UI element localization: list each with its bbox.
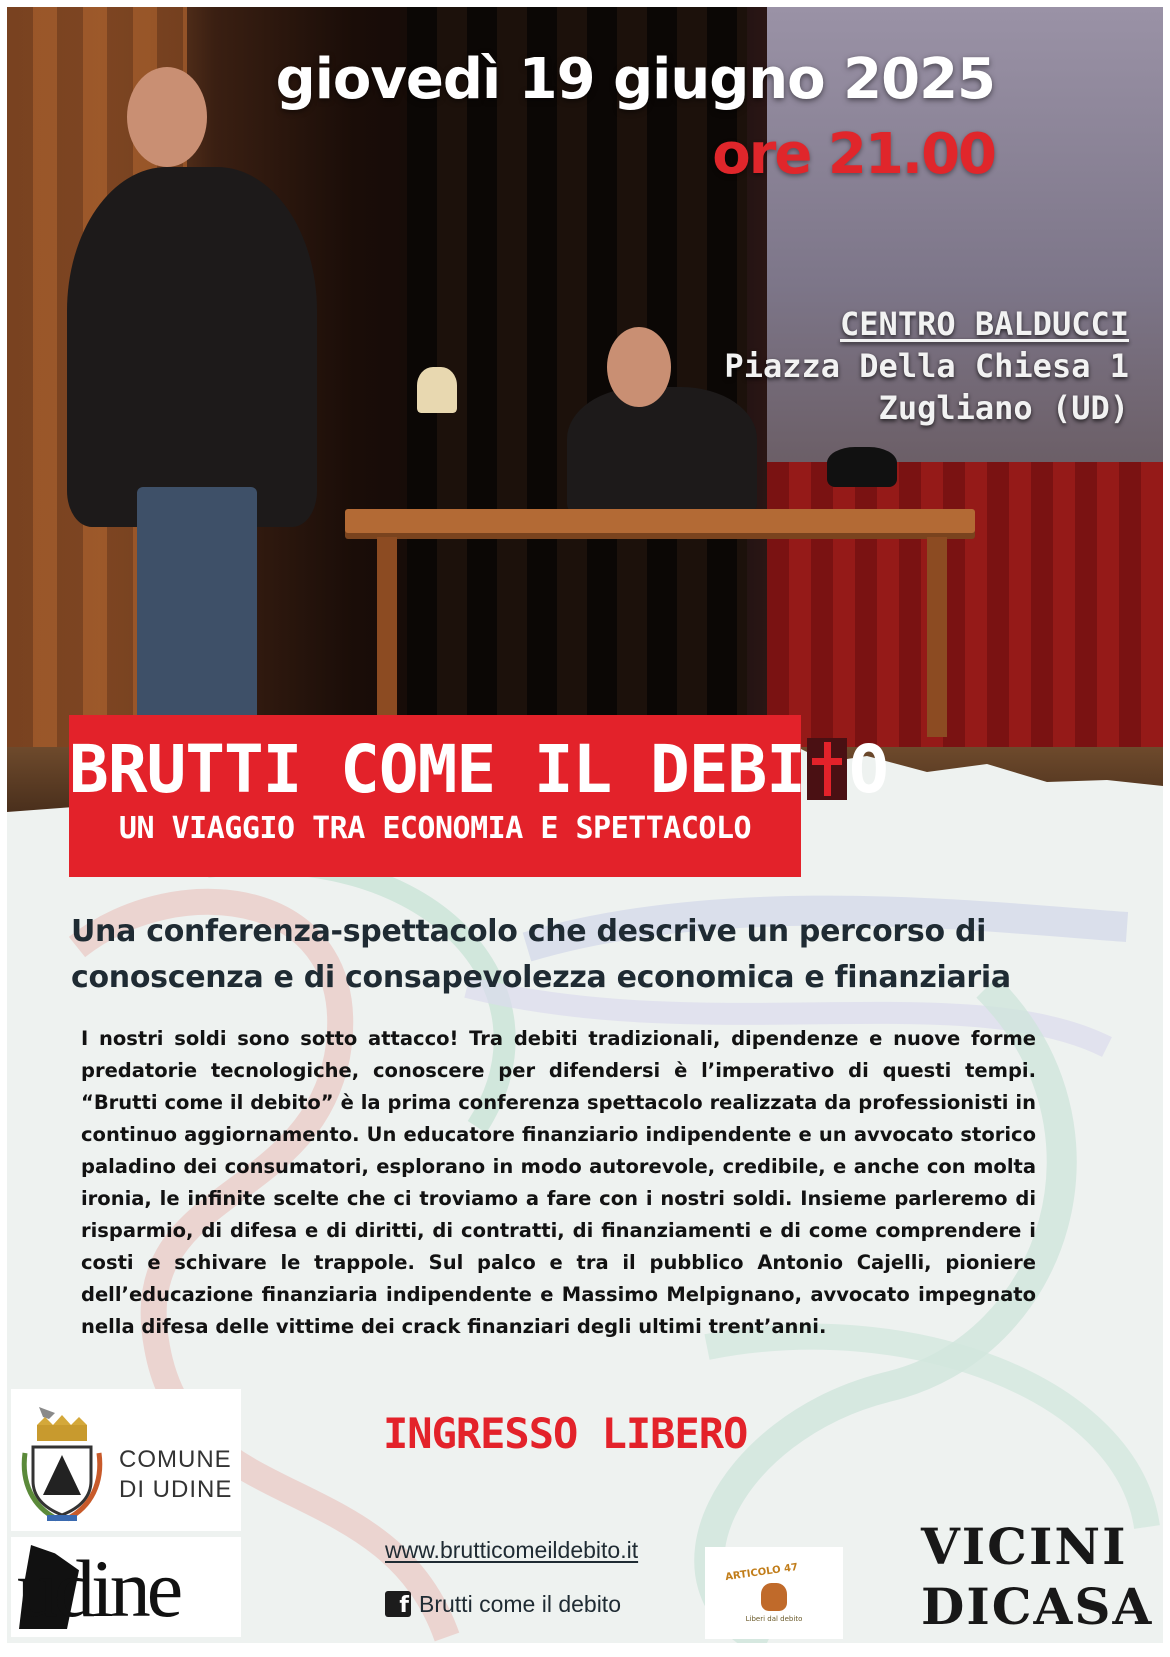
- seated-speaker-head: [607, 327, 671, 407]
- lamp-icon: [417, 367, 457, 413]
- articolo-title: ARTICOLO 47: [724, 1561, 799, 1584]
- vicini-line-2: DICASA: [921, 1577, 1154, 1636]
- black-curtain: [407, 7, 747, 767]
- telephone-icon: [827, 447, 897, 487]
- udine-crest-icon: [19, 1403, 105, 1525]
- comune-text: [119, 1445, 232, 1505]
- standing-speaker-head: [127, 67, 207, 167]
- event-title: [69, 731, 888, 808]
- articolo-sub: Liberi dal debito: [745, 1615, 803, 1623]
- intro-line-2: conoscenza e di consapevolezza economica e finanziaria: [71, 960, 1011, 995]
- standing-speaker-legs: [137, 487, 257, 727]
- vicini-line-1: VICINI: [921, 1517, 1128, 1576]
- desk-leg-right: [927, 537, 947, 737]
- event-date: giovedì 19 giugno 2025: [275, 47, 995, 112]
- facebook-link[interactable]: [385, 1591, 621, 1618]
- facebook-label: Brutti come il debito: [419, 1591, 621, 1617]
- comune-udine-logo: [11, 1389, 241, 1531]
- desk-leg-left: [377, 537, 397, 737]
- event-poster: [7, 7, 1163, 1643]
- event-subtitle: UN VIAGGIO TRA ECONOMIA E SPETTACOLO: [118, 811, 752, 846]
- event-title-part2: O: [848, 731, 888, 808]
- facebook-icon: f: [385, 1591, 411, 1617]
- comune-line-2: DI UDINE: [119, 1476, 233, 1503]
- admission-label: INGRESSO LIBERO: [383, 1409, 748, 1458]
- venue-name: CENTRO BALDUCCI: [840, 305, 1129, 343]
- description-paragraph: I nostri soldi sono sotto attacco! Tra debiti tradizionali, dipendenze e nuove forme predatorie tecnologiche, conoscere per difendersi è l’imperativo di questi tempi. “Brutti come il debito” è la prima conferenza spettacolo realizzata da professionisti in continuo aggiornamento. Un educatore finanziario indipendente e un avvocato storico paladino dei consumatori, esplorano in modo autorevole, credibile, e anche con molta ironia, le infinite scelte che ci troviamo a fare con i nostri soldi. Insieme parleremo di risparmio, di difesa e di diritti, di contratti, di finanziamenti e di come comprendere i costi e schivare le trappole. Sul palco e tra il pubblico Antonio Cajelli, pioniere dell’educazione finanziaria indipendente e Massimo Melpignano, avvocato impegnato nella difesa delle vittime dei crack finanziari degli ultimi trent’anni.: [81, 1027, 1036, 1338]
- event-title-part1: BRUTTI COME IL DEBI: [69, 731, 805, 808]
- intro-line-1: Una conferenza-spettacolo che descrive un percorso di: [71, 914, 987, 949]
- jar-icon: [761, 1583, 787, 1611]
- cross-icon: [807, 738, 847, 800]
- udine-wordmark: udine: [17, 1543, 180, 1634]
- venue-address: Piazza Della Chiesa 1: [724, 347, 1129, 385]
- website-link[interactable]: www.brutticomeildebito.it: [385, 1537, 639, 1563]
- title-banner: [69, 715, 888, 877]
- desk: [345, 509, 975, 533]
- intro-heading: [71, 909, 1101, 1001]
- vicini-di-casa-logo: [921, 1517, 1155, 1637]
- articolo-47-logo: [705, 1547, 843, 1639]
- comune-line-1: COMUNE: [119, 1446, 232, 1473]
- standing-speaker: [67, 167, 317, 527]
- venue-block: [724, 303, 1129, 429]
- udine-logo: [11, 1537, 241, 1637]
- event-time: ore 21.00: [712, 122, 995, 187]
- venue-city: Zugliano (UD): [878, 389, 1129, 427]
